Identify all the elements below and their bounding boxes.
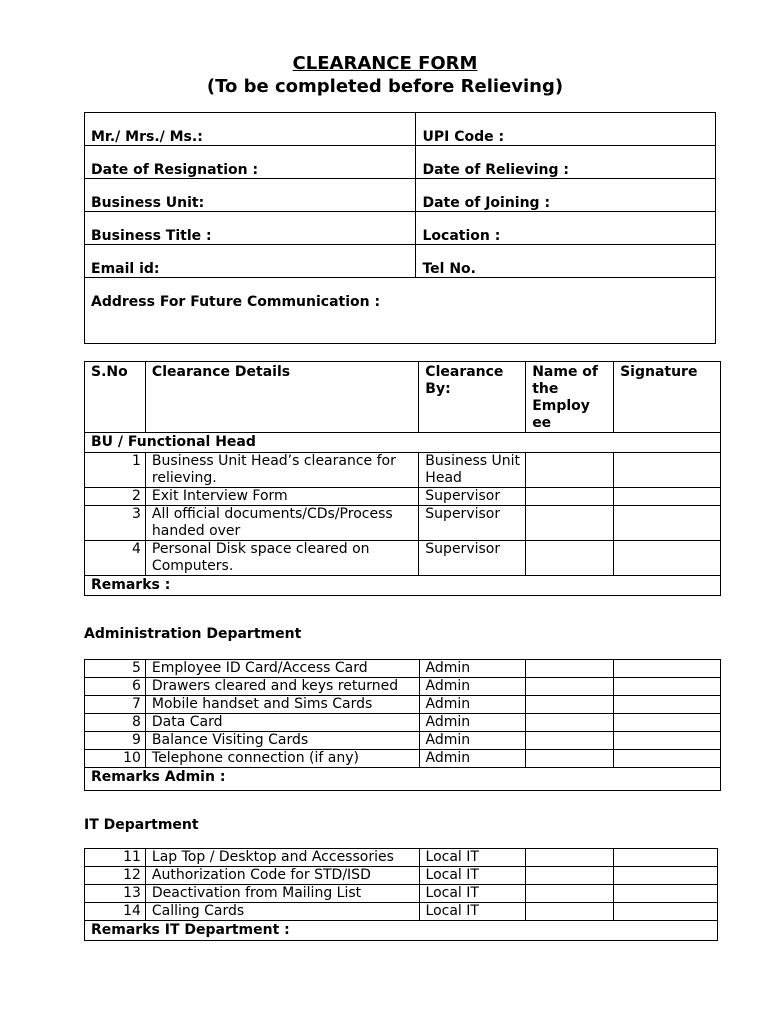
table-row bbox=[85, 885, 718, 903]
info-row bbox=[85, 278, 716, 344]
employee-name-cell[interactable] bbox=[526, 506, 614, 541]
table-row bbox=[85, 541, 721, 576]
signature-cell[interactable] bbox=[614, 488, 721, 506]
signature-cell[interactable] bbox=[614, 696, 721, 714]
row-number: 9 bbox=[85, 732, 146, 750]
table-row bbox=[85, 903, 718, 921]
table-row bbox=[85, 506, 721, 541]
clearance-detail: Deactivation from Mailing List bbox=[145, 885, 419, 903]
form-subtitle: (To be completed before Relieving) bbox=[206, 76, 564, 97]
row-number: 5 bbox=[85, 660, 146, 678]
table-row bbox=[85, 488, 721, 506]
remarks-row bbox=[85, 768, 721, 791]
table-row bbox=[85, 732, 721, 750]
table-row bbox=[85, 867, 718, 885]
row-number: 2 bbox=[85, 488, 146, 506]
details-header: Clearance Details bbox=[145, 362, 418, 433]
clearance-detail: Mobile handset and Sims Cards bbox=[145, 696, 419, 714]
business-title-field[interactable]: Business Title : bbox=[85, 212, 416, 245]
signature-cell[interactable] bbox=[614, 678, 721, 696]
section-heading: BU / Functional Head bbox=[85, 433, 721, 453]
upi-code-field[interactable]: UPI Code : bbox=[416, 113, 716, 146]
clearance-by: Supervisor bbox=[419, 488, 526, 506]
row-number: 8 bbox=[85, 714, 146, 732]
row-number: 10 bbox=[85, 750, 146, 768]
signature-cell[interactable] bbox=[614, 849, 718, 867]
row-number: 4 bbox=[85, 541, 146, 576]
clearance-detail: Lap Top / Desktop and Accessories bbox=[145, 849, 419, 867]
section-row bbox=[85, 433, 721, 453]
clearance-detail: Telephone connection (if any) bbox=[145, 750, 419, 768]
clearance-detail: Balance Visiting Cards bbox=[145, 732, 419, 750]
info-row bbox=[85, 113, 716, 146]
employee-name-cell[interactable] bbox=[526, 696, 614, 714]
signature-cell[interactable] bbox=[614, 453, 721, 488]
table-row bbox=[85, 714, 721, 732]
tel-field[interactable]: Tel No. bbox=[416, 245, 716, 278]
date-of-joining-field[interactable]: Date of Joining : bbox=[416, 179, 716, 212]
clearance-detail: Exit Interview Form bbox=[145, 488, 418, 506]
date-of-relieving-field[interactable]: Date of Relieving : bbox=[416, 146, 716, 179]
row-number: 7 bbox=[85, 696, 146, 714]
remarks-row bbox=[85, 921, 718, 941]
it-clearance-table bbox=[84, 848, 718, 941]
employee-name-cell[interactable] bbox=[526, 885, 614, 903]
clearance-by: Business Unit Head bbox=[419, 453, 526, 488]
clearance-detail: Calling Cards bbox=[145, 903, 419, 921]
info-row bbox=[85, 212, 716, 245]
signature-cell[interactable] bbox=[614, 867, 718, 885]
employee-name-cell[interactable] bbox=[526, 867, 614, 885]
clearance-by: Admin bbox=[419, 732, 526, 750]
signature-cell[interactable] bbox=[614, 750, 721, 768]
table-row bbox=[85, 696, 721, 714]
clearance-by: Supervisor bbox=[419, 541, 526, 576]
clearance-by: Local IT bbox=[419, 885, 526, 903]
clearance-by: Admin bbox=[419, 678, 526, 696]
employee-name-cell[interactable] bbox=[526, 541, 614, 576]
signature-cell[interactable] bbox=[614, 714, 721, 732]
clearance-by: Supervisor bbox=[419, 506, 526, 541]
location-field[interactable]: Location : bbox=[416, 212, 716, 245]
sno-header: S.No bbox=[85, 362, 146, 433]
employee-name-cell[interactable] bbox=[526, 750, 614, 768]
row-number: 13 bbox=[85, 885, 146, 903]
clearance-detail: All official documents/CDs/Process handed over bbox=[145, 506, 418, 541]
employee-info-table bbox=[84, 112, 716, 344]
employee-name-cell[interactable] bbox=[526, 660, 614, 678]
table-row bbox=[85, 849, 718, 867]
bu-clearance-table bbox=[84, 361, 721, 596]
employee-name-cell[interactable] bbox=[526, 453, 614, 488]
clearance-by: Local IT bbox=[419, 903, 526, 921]
row-number: 6 bbox=[85, 678, 146, 696]
employee-name-cell[interactable] bbox=[526, 714, 614, 732]
clearance-detail: Employee ID Card/Access Card bbox=[145, 660, 419, 678]
employee-name-cell[interactable] bbox=[526, 903, 614, 921]
employee-name-cell[interactable] bbox=[526, 678, 614, 696]
employee-name-cell[interactable] bbox=[526, 849, 614, 867]
remarks-it-field[interactable]: Remarks IT Department : bbox=[85, 921, 718, 941]
remarks-admin-field[interactable]: Remarks Admin : bbox=[85, 768, 721, 791]
form-title: CLEARANCE FORM bbox=[292, 53, 478, 74]
clearance-by-header: Clearance By: bbox=[419, 362, 526, 433]
admin-section-heading: Administration Department bbox=[84, 626, 302, 642]
row-number: 14 bbox=[85, 903, 146, 921]
table-row bbox=[85, 678, 721, 696]
signature-cell[interactable] bbox=[614, 506, 721, 541]
signature-cell[interactable] bbox=[614, 885, 718, 903]
admin-clearance-table bbox=[84, 659, 721, 791]
clearance-by: Admin bbox=[419, 696, 526, 714]
row-number: 3 bbox=[85, 506, 146, 541]
name-field[interactable]: Mr./ Mrs./ Ms.: bbox=[85, 113, 416, 146]
signature-cell[interactable] bbox=[614, 541, 721, 576]
clearance-by: Admin bbox=[419, 660, 526, 678]
signature-cell[interactable] bbox=[614, 660, 721, 678]
employee-name-header: Name of the Employ ee bbox=[526, 362, 614, 433]
row-number: 1 bbox=[85, 453, 146, 488]
table-row bbox=[85, 660, 721, 678]
row-number: 12 bbox=[85, 867, 146, 885]
info-row bbox=[85, 179, 716, 212]
signature-cell[interactable] bbox=[614, 732, 721, 750]
employee-name-cell[interactable] bbox=[526, 488, 614, 506]
clearance-by: Local IT bbox=[419, 849, 526, 867]
clearance-by: Local IT bbox=[419, 867, 526, 885]
employee-name-cell[interactable] bbox=[526, 732, 614, 750]
signature-cell[interactable] bbox=[614, 903, 718, 921]
info-row bbox=[85, 245, 716, 278]
clearance-by: Admin bbox=[419, 714, 526, 732]
row-number: 11 bbox=[85, 849, 146, 867]
clearance-detail: Authorization Code for STD/ISD bbox=[145, 867, 419, 885]
clearance-detail: Personal Disk space cleared on Computers. bbox=[145, 541, 418, 576]
clearance-by: Admin bbox=[419, 750, 526, 768]
clearance-detail: Business Unit Head’s clearance for relieving. bbox=[145, 453, 418, 488]
signature-header: Signature bbox=[614, 362, 721, 433]
clearance-detail: Data Card bbox=[145, 714, 419, 732]
table-row bbox=[85, 750, 721, 768]
table-row bbox=[85, 453, 721, 488]
it-section-heading: IT Department bbox=[84, 817, 199, 833]
date-of-resignation-field[interactable]: Date of Resignation : bbox=[85, 146, 416, 179]
clearance-detail: Drawers cleared and keys returned bbox=[145, 678, 419, 696]
email-field[interactable]: Email id: bbox=[85, 245, 416, 278]
remarks-row bbox=[85, 576, 721, 596]
remarks-field[interactable]: Remarks : bbox=[85, 576, 721, 596]
info-row bbox=[85, 146, 716, 179]
address-field[interactable]: Address For Future Communication : bbox=[85, 278, 716, 344]
business-unit-field[interactable]: Business Unit: bbox=[85, 179, 416, 212]
header-row bbox=[85, 362, 721, 433]
